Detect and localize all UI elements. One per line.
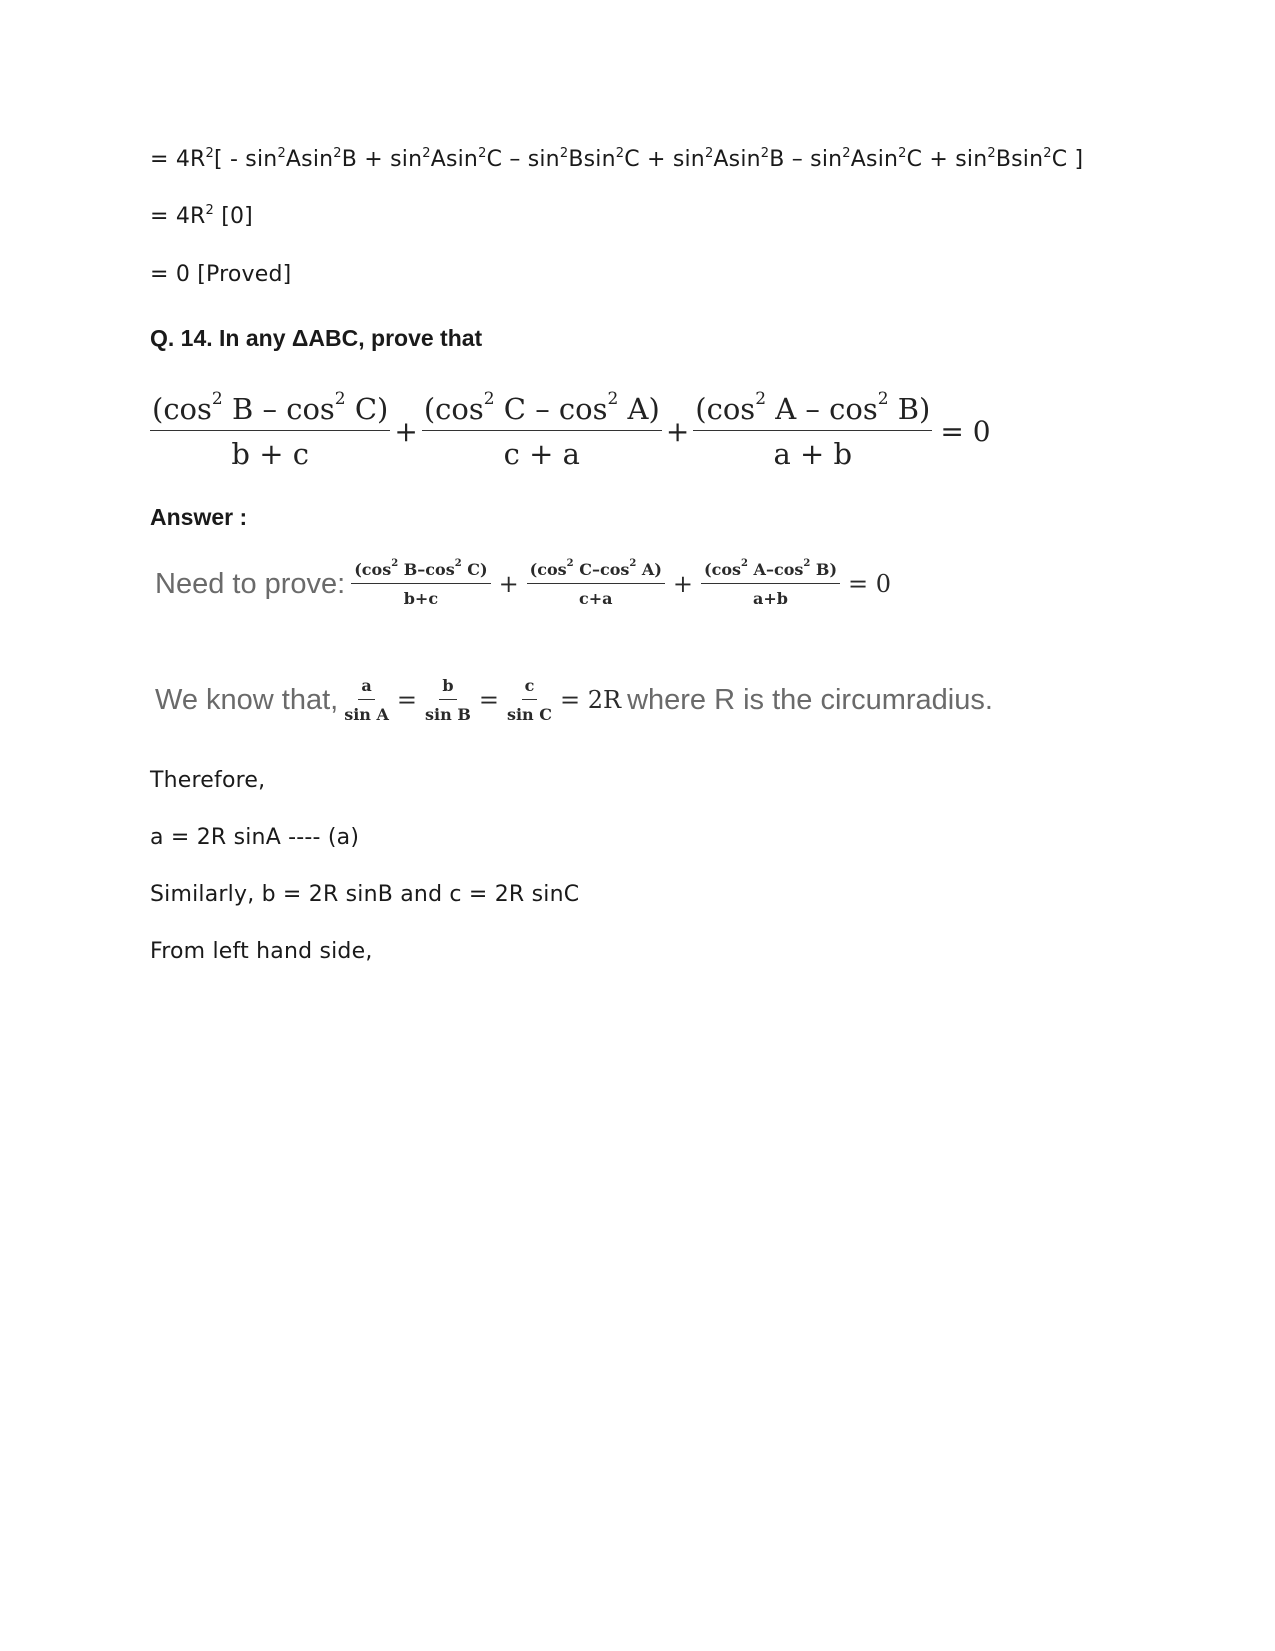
- term-sign: + sin: [639, 147, 705, 172]
- superscript: 2: [333, 145, 342, 161]
- equals-2r: = 2R: [559, 686, 622, 714]
- num-part: C): [345, 391, 389, 426]
- term-text: C: [906, 147, 923, 172]
- num-part: A): [618, 391, 660, 426]
- question-heading: Q. 14. In any ΔABC, prove that: [150, 325, 483, 351]
- therefore-line: Therefore,: [150, 768, 266, 793]
- fraction-denominator: b + c: [231, 436, 309, 471]
- result-line: [150, 203, 253, 231]
- fraction-denominator: a + b: [773, 436, 853, 471]
- need-to-prove-equation: [155, 557, 892, 608]
- circumradius-note: where R is the circumradius.: [627, 683, 993, 716]
- superscript: 2: [205, 202, 214, 218]
- equals-sign: =: [478, 686, 499, 714]
- question-equation: [150, 386, 991, 476]
- fraction-numerator: [422, 388, 662, 431]
- num-part: (cos: [152, 391, 212, 426]
- superscript: 2: [334, 388, 346, 409]
- equals-zero: = 0: [940, 414, 991, 448]
- superscript: 2: [607, 388, 619, 409]
- fraction-numerator: [693, 388, 932, 431]
- we-know-label: We know that,: [155, 683, 339, 716]
- plus-sign: +: [498, 570, 519, 598]
- superscript: 2: [629, 557, 637, 569]
- fraction-denominator: sin A: [344, 705, 389, 724]
- superscript: 2: [760, 145, 770, 161]
- term-text: B: [769, 147, 785, 172]
- fraction-3: [701, 557, 840, 608]
- answer-label: Answer :: [150, 504, 248, 530]
- superscript: 2: [898, 145, 907, 161]
- expansion-line: [150, 146, 1083, 174]
- num-part: (cos: [354, 560, 392, 579]
- line-prefix: = 4R: [150, 204, 206, 229]
- term-text: C: [1051, 147, 1068, 172]
- term-text: Asin: [850, 147, 899, 172]
- fraction-2: [527, 557, 665, 608]
- term-sign: + sin: [357, 147, 423, 172]
- fraction-denominator: c + a: [503, 436, 580, 471]
- sine-rule-equation: [155, 676, 993, 724]
- superscript: 2: [987, 145, 996, 161]
- superscript: 2: [454, 557, 462, 569]
- superscript: 2: [803, 557, 811, 569]
- fraction-denominator: sin B: [425, 705, 471, 724]
- superscript: 2: [478, 145, 487, 161]
- fraction-2: [425, 676, 471, 724]
- equals-sign: =: [396, 686, 418, 714]
- num-part: B–cos: [398, 560, 455, 579]
- term-text: Bsin: [995, 147, 1044, 172]
- superscript: 2: [741, 557, 748, 569]
- superscript: 2: [391, 557, 399, 569]
- num-part: A – cos: [766, 391, 878, 426]
- fraction-numerator: [150, 388, 390, 431]
- superscript: 2: [205, 145, 214, 161]
- similarly-line: Similarly, b = 2R sinB and c = 2R sinC: [150, 882, 580, 907]
- term-sign: – sin: [784, 147, 843, 172]
- fraction-2: [422, 388, 662, 471]
- fraction-denominator: sin C: [506, 705, 552, 724]
- superscript: 2: [1043, 145, 1052, 161]
- fraction-numerator: c: [522, 676, 538, 700]
- superscript: 2: [559, 145, 569, 161]
- superscript: 2: [483, 388, 495, 409]
- plus-sign: +: [665, 414, 690, 448]
- num-part: A): [636, 560, 662, 579]
- fraction-numerator: b: [439, 676, 456, 700]
- bracket-close: ]: [1067, 147, 1084, 172]
- term-text: Asin: [713, 147, 761, 172]
- num-part: C–cos: [573, 560, 630, 579]
- fraction-numerator: [701, 557, 840, 584]
- equals-zero: = 0: [848, 570, 892, 598]
- superscript: 2: [704, 145, 714, 161]
- proved-line: [150, 261, 291, 289]
- num-part: (cos: [529, 560, 567, 579]
- line-prefix: = 4R: [150, 147, 206, 172]
- fraction-numerator: a: [358, 676, 374, 700]
- term-sign: + sin: [922, 147, 988, 172]
- fraction-1: [351, 557, 490, 608]
- superscript: 2: [755, 388, 767, 409]
- fraction-1: [344, 676, 389, 724]
- num-part: (cos: [704, 560, 742, 579]
- num-part: B): [810, 560, 838, 579]
- fraction-denominator: a+b: [753, 589, 788, 608]
- plus-sign: +: [672, 570, 694, 598]
- term-text: C: [624, 147, 640, 172]
- line-text: = 0 [Proved]: [150, 262, 292, 287]
- fraction-denominator: b+c: [403, 589, 439, 608]
- fraction-numerator: [527, 557, 665, 584]
- superscript: 2: [566, 557, 574, 569]
- fraction-denominator: c+a: [579, 589, 613, 608]
- fraction-3: [507, 676, 552, 724]
- num-part: C): [461, 560, 488, 579]
- superscript: 2: [877, 388, 889, 409]
- a-equation-line: a = 2R sinA ---- (a): [150, 825, 360, 850]
- from-lhs-line: From left hand side,: [150, 939, 373, 964]
- superscript: 2: [422, 145, 431, 161]
- superscript: 2: [211, 388, 223, 409]
- num-part: (cos: [423, 391, 484, 426]
- fraction-3: [693, 388, 932, 471]
- num-part: (cos: [695, 391, 756, 426]
- superscript: 2: [277, 145, 286, 161]
- superscript: 2: [615, 145, 625, 161]
- term-text: Asin: [285, 147, 334, 172]
- num-part: B – cos: [222, 391, 335, 426]
- term-text: Bsin: [568, 147, 616, 172]
- term-sign: – sin: [502, 147, 560, 172]
- fraction-numerator: [351, 557, 490, 584]
- num-part: B): [888, 391, 931, 426]
- line-text: [0]: [214, 204, 253, 229]
- fraction-1: [150, 388, 390, 471]
- need-to-prove-label: Need to prove:: [155, 567, 346, 600]
- term-text: B: [341, 147, 358, 172]
- line-text: [ - sin: [214, 147, 278, 172]
- num-part: A–cos: [747, 560, 804, 579]
- term-text: Asin: [430, 147, 479, 172]
- term-text: C: [486, 147, 503, 172]
- num-part: C – cos: [494, 391, 608, 426]
- superscript: 2: [842, 145, 851, 161]
- plus-sign: +: [394, 414, 418, 448]
